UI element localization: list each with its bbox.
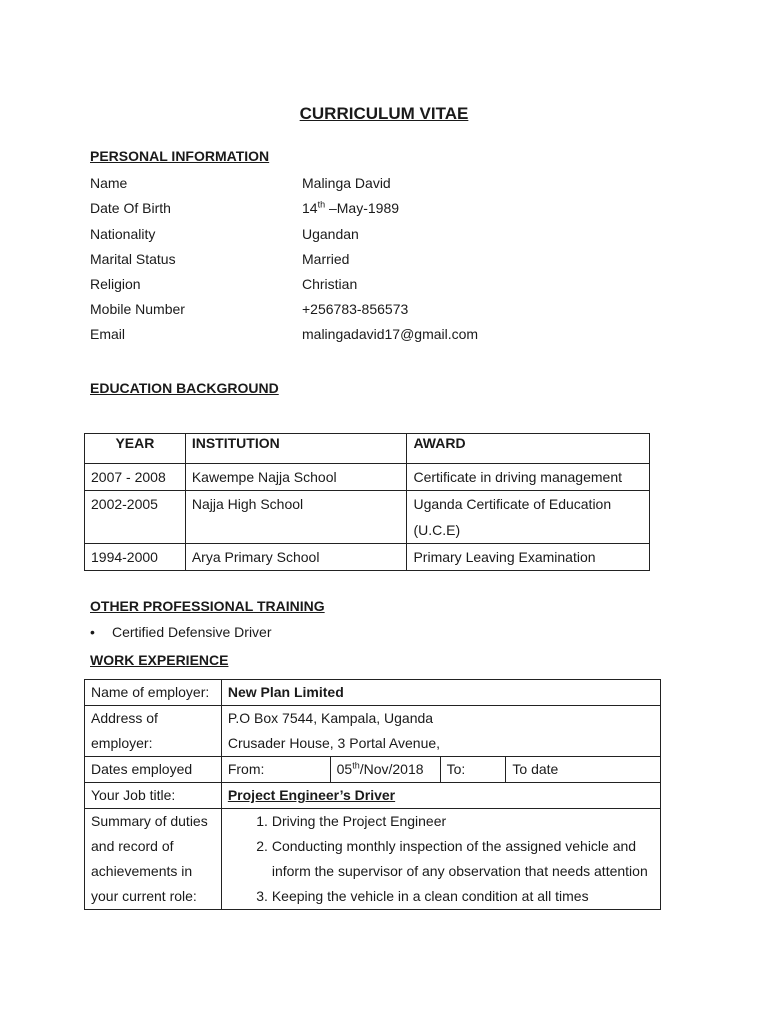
header-institution: INSTITUTION: [185, 434, 407, 464]
education-table: [84, 433, 650, 571]
cell-year: 2002-2005: [85, 491, 186, 544]
list-item: 1. Driving the Project Engineer: [272, 809, 654, 834]
address-value: P.O Box 7544, Kampala, Uganda Crusader House, 3 Portal Avenue,: [221, 706, 660, 757]
duties-label: Summary of duties and record of achievements in your current role:: [85, 809, 222, 910]
cell-award: Primary Leaving Examination: [407, 544, 650, 571]
cell-year: 2007 - 2008: [85, 464, 186, 491]
list-item: • Certified Defensive Driver: [90, 624, 272, 640]
table-row: [85, 464, 650, 491]
job-title-value: Project Engineer’s Driver: [221, 783, 660, 809]
field-label: Name: [90, 175, 128, 191]
cell-institution: Kawempe Najja School: [185, 464, 407, 491]
field-label: Religion: [90, 276, 141, 292]
document-title: CURRICULUM VITAE: [299, 104, 469, 123]
from-value: 05th/Nov/2018: [330, 757, 440, 783]
list-item: 2. Conducting monthly inspection of the assigned vehicle and inform the supervisor of any observation that needs attention: [272, 834, 654, 884]
field-value: +256783-856573: [302, 301, 409, 317]
work-heading: WORK EXPERIENCE: [90, 652, 229, 668]
job-title-label: Your Job title:: [85, 783, 222, 809]
field-value: malingadavid17@gmail.com: [302, 326, 479, 342]
cell-award: Certificate in driving management: [407, 464, 650, 491]
cell-year: 1994-2000: [85, 544, 186, 571]
employer-value: New Plan Limited: [221, 680, 660, 706]
cell-institution: Arya Primary School: [185, 544, 407, 571]
dates-label: Dates employed: [85, 757, 222, 783]
field-label: Date Of Birth: [90, 200, 171, 216]
table-row: [85, 809, 661, 910]
to-value: To date: [506, 757, 661, 783]
field-value: 14th –May-1989: [302, 199, 400, 216]
list-item: 3. Keeping the vehicle in a clean condition at all times: [272, 884, 654, 909]
work-table: [84, 679, 661, 910]
duties-list: [228, 809, 654, 909]
field-label: Nationality: [90, 226, 156, 242]
cell-institution: Najja High School: [185, 491, 407, 544]
header-award: AWARD: [407, 434, 650, 464]
employer-label: Name of employer:: [85, 680, 222, 706]
table-row: [85, 757, 661, 783]
field-value: Christian: [302, 276, 358, 292]
field-value: Married: [302, 251, 350, 267]
field-value: Malinga David: [302, 175, 391, 191]
training-heading: OTHER PROFESSIONAL TRAINING: [90, 598, 325, 614]
field-label: Email: [90, 326, 126, 342]
table-row: [85, 680, 661, 706]
header-year: YEAR: [85, 434, 186, 464]
field-label: Mobile Number: [90, 301, 185, 317]
table-row: [85, 783, 661, 809]
education-heading: EDUCATION BACKGROUND: [90, 380, 279, 396]
bullet-icon: •: [90, 624, 95, 640]
personal-info-heading: PERSONAL INFORMATION: [90, 148, 270, 164]
from-label: From:: [221, 757, 330, 783]
table-row: [85, 491, 650, 544]
table-row: [85, 706, 661, 757]
cell-award: Uganda Certificate of Education (U.C.E): [407, 491, 650, 544]
field-label: Marital Status: [90, 251, 176, 267]
table-header-row: [85, 434, 650, 464]
to-label: To:: [440, 757, 506, 783]
address-label: Address of employer:: [85, 706, 222, 757]
duties-list-cell: [221, 809, 660, 910]
field-value: Ugandan: [302, 226, 359, 242]
table-row: [85, 544, 650, 571]
